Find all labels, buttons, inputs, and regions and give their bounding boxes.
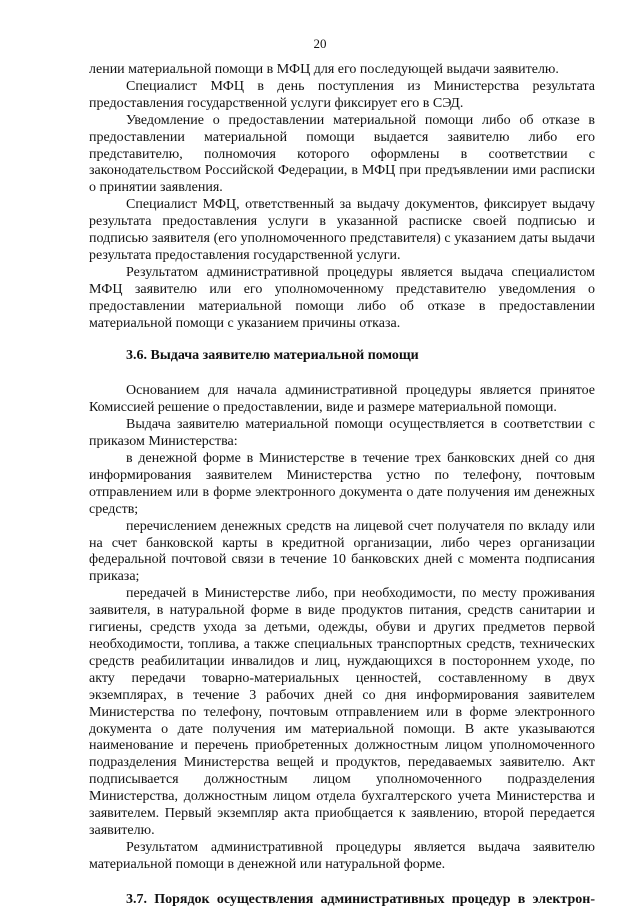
page-number: 20 [313, 36, 327, 51]
section-heading-3-7: 3.7. Порядок осуществления административных процедур в электрон- [126, 891, 595, 907]
paragraph: Уведомление о предоставлении материальной помощи либо об отказе в предоставлении материальной помощи выдается заявителю либо его представителю, полномочия которого оформлены в соответствии с законодательством Российской Федерации, в МФЦ при предъявлении ими расписки о принятии заявления. [89, 112, 595, 196]
paragraph: Выдача заявителю материальной помощи осуществляется в соответствии с приказом Министерства: [89, 417, 595, 450]
spacer [89, 364, 595, 383]
paragraph: Специалист МФЦ, ответственный за выдачу документов, фиксирует выдачу результата предоставления услуги в указанной расписке своей подписью и подписью заявителя (его уполномоченного представителя) с указанием даты выдачи результата предоставления государственной услуги. [89, 197, 595, 263]
spacer [89, 333, 595, 348]
paragraph: Специалист МФЦ в день поступления из Министерства результата предоставления государственной услуги фиксирует его в СЭД. [89, 78, 595, 111]
paragraph: в денежной форме в Министерстве в течение трех банковских дней со дня информирования заявителем Министерства устно по телефону, почтовым отправлением или в форме электронного документа о дате получения им денежных средств; [89, 451, 595, 517]
paragraph: перечислением денежных средств на лицевой счет получателя по вкладу или на счет банковской карты в кредитной организации, либо через организации федеральной почтовой связи в течение 10 банковских дней с момента подписания приказа; [89, 518, 595, 585]
paragraph: передачей в Министерстве либо, при необходимости, по месту проживания заявителя, в натуральной форме в виде продуктов питания, средств санитарии и гигиены, средств ухода за детьми, одежды, обуви и других предметов первой необходимости, топлива, а также специальных транспортных средств, технических средств реабилитации инвалидов и лиц, нуждающихся в постороннем уходе, по акту передачи товарно-материальных ценностей, составленному в двух экземплярах, в течение 3 рабочих дней со дня информирования заявителем Министерства по телефону, почтовым отправлением или в форме электронного документа о дате получения им материальной помощи. В акте указываются наименование и перечень приобретенных должностным лицом уполномоченного подразделения Министерства вещей и продуктов, передаваемых заявителю. Акт подписывается должностным лицом уполномоченного подразделения Министерства, должностным лицом отдела бухгалтерского учета Министерства и заявителем. Первый экземпляр акта приобщается к заявлению, второй передается заявителю. [89, 586, 595, 838]
document-body [89, 62, 595, 909]
paragraph: Результатом административной процедуры является выдача специалистом МФЦ заявителю или его уполномоченному представителю уведомления о предоставлении материальной помощи либо об отказе в предоставлении материальной помощи с указанием причины отказа. [89, 264, 595, 331]
paragraph: Результатом административной процедуры является выдача заявителю материальной помощи в денежной или натуральной форме. [89, 839, 595, 872]
paragraph-continuation: лении материальной помощи в МФЦ для его последующей выдачи заявителю. [89, 62, 559, 77]
section-heading-3-6: 3.6. Выдача заявителю материальной помощи [126, 347, 419, 363]
spacer [89, 874, 595, 892]
paragraph: Основанием для начала административной процедуры является принятое Комиссией решение о предоставлении, виде и размере материальной помощи. [89, 383, 595, 416]
